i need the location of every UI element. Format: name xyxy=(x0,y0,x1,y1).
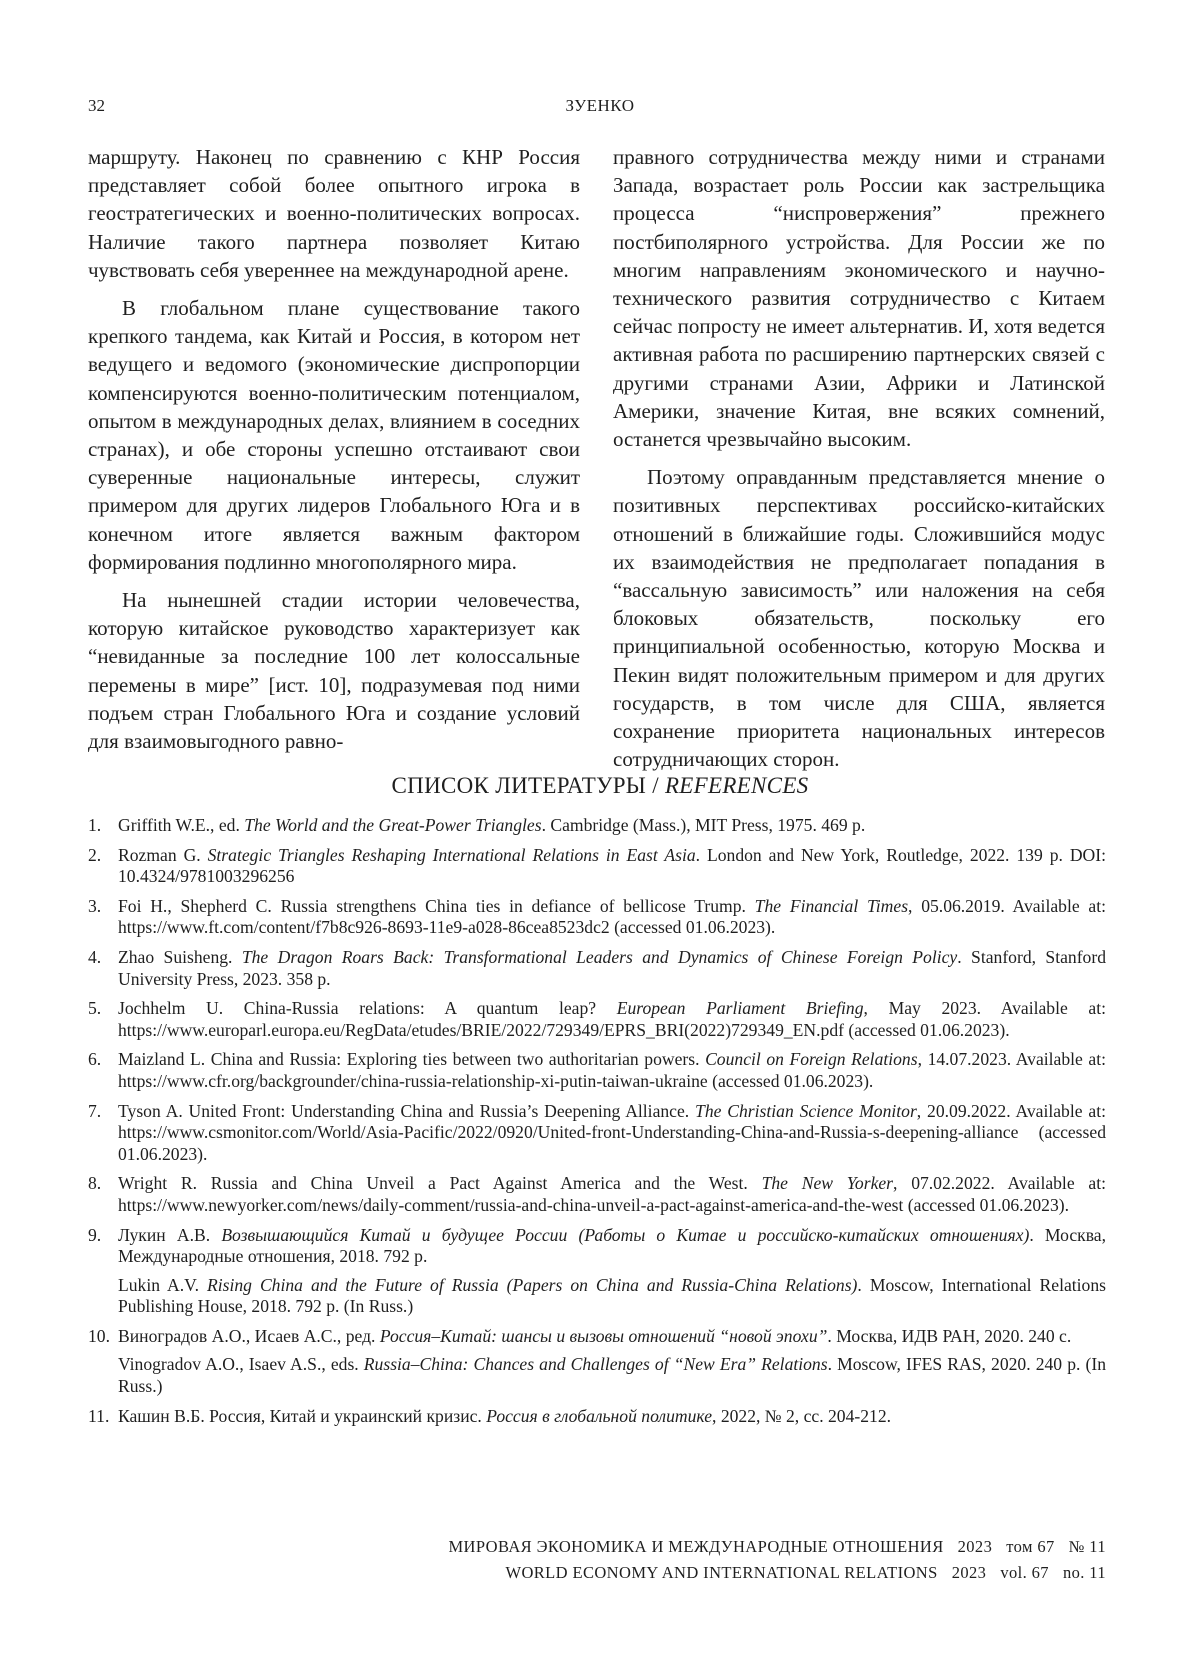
page-number: 32 xyxy=(88,96,105,115)
reference-item xyxy=(88,1101,1106,1166)
reference-text: Кашин В.Б. Россия, Китай и украинский кризис. xyxy=(118,1405,487,1426)
reference-item xyxy=(88,947,1106,990)
reference-text: , 14.07.2023. Available at: https://www.cfr.org/backgrounder/china-russia-relationship-xi-putin-taiwan-ukraine (accessed 01.06.2023). xyxy=(118,1049,1106,1091)
reference-title: The Dragon Roars Back: Transformational Leaders and Dynamics of Chinese Foreign Policy xyxy=(241,946,958,967)
journal-volume: vol. 67 xyxy=(1000,1563,1049,1582)
paragraph: На нынешней стадии истории человечества, которую китайское руководство характеризует как “невиданные за последние 100 лет колоссальные перемены в мире” [ист. 10], подразумевая под ними подъем стран Глобального Юга и создание условий для взаимовыгодного равно- xyxy=(88,588,580,754)
reference-title: The World and the Great-Power Triangles xyxy=(244,815,542,835)
journal-year: 2023 xyxy=(957,1537,993,1556)
reference-item xyxy=(88,1173,1106,1216)
paragraph: Поэтому оправданным представляется мнение о позитивных перспективах российско-китайских отношений в ближайшие годы. Сложившийся модус их взаимодействия не предполагает попадания в “вассальную зависимость” или наложения на себя блоковых обязательств, поскольку его принципиальной особенностью, которую Москва и Пекин видят положительным примером и для других государств, в том числе для США, является сохранение приоритета национальных интересов сотрудничающих сторон. xyxy=(613,465,1105,772)
journal-name: МИРОВАЯ ЭКОНОМИКА И МЕЖДУНАРОДНЫЕ ОТНОШЕНИЯ xyxy=(448,1537,944,1556)
reference-title: The Financial Times xyxy=(754,895,909,916)
reference-number: 11. xyxy=(88,1405,110,1426)
left-column xyxy=(88,143,580,765)
journal-name: WORLD ECONOMY AND INTERNATIONAL RELATIONS xyxy=(505,1563,938,1582)
reference-title: Россия–Китай: шансы и вызовы отношений “новой эпохи” xyxy=(379,1325,828,1346)
reference-title: The New Yorker xyxy=(761,1173,894,1194)
reference-text: , 2022, № 2, сс. 204-212. xyxy=(712,1405,892,1426)
reference-item xyxy=(88,845,1106,888)
reference-text: Jochhelm U. China-Russia relations: A quantum leap? xyxy=(118,998,617,1019)
journal-year: 2023 xyxy=(951,1563,987,1582)
reference-text: Wright R. Russia and China Unveil a Pact Against America and the West. xyxy=(118,1173,762,1194)
reference-text: , 20.09.2022. Available at: https://www.csmonitor.com/World/Asia-Pacific/2022/0920/United-front-Understanding-China-and-Russia-s-deepening-alliance (accessed 01.06.2023). xyxy=(118,1100,1106,1164)
reference-text: Vinogradov A.O., Isaev A.S., eds. xyxy=(118,1354,364,1375)
references-list xyxy=(88,815,1106,1435)
reference-number: 2. xyxy=(88,844,102,865)
reference-title: The Christian Science Monitor xyxy=(695,1100,917,1121)
reference-number: 8. xyxy=(88,1173,102,1194)
reference-text: Rozman G. xyxy=(118,844,208,865)
reference-text: Griffith W.E., ed. xyxy=(118,815,245,835)
reference-text: . Cambridge (Mass.), MIT Press, 1975. 469 p. xyxy=(541,815,866,835)
reference-number: 4. xyxy=(88,946,102,967)
journal-volume: том 67 xyxy=(1006,1537,1055,1556)
paragraph: маршруту. Наконец по сравнению с КНР Россия представляет собой более опытного игрока в геостратегических и военно-политических вопросах. Наличие такого партнера позволяет Китаю чувствовать себя увереннее на международной арене. xyxy=(88,145,580,282)
right-column xyxy=(613,143,1105,783)
reference-title: Council on Foreign Relations xyxy=(705,1049,918,1070)
reference-number: 7. xyxy=(88,1100,102,1121)
reference-text: , May 2023. Available at: https://www.europarl.europa.eu/RegData/etudes/BRIE/2022/729349/EPRS_BRI(2022)729349_EN.pdf (accessed 01.06.2023). xyxy=(118,998,1106,1040)
reference-text: . Москва, ИДВ РАН, 2020. 240 с. xyxy=(827,1325,1072,1346)
reference-text: Foi H., Shepherd C. Russia strengthens China ties in defiance of bellicose Trump. xyxy=(118,895,755,916)
reference-number: 9. xyxy=(88,1224,102,1245)
reference-item xyxy=(88,1326,1106,1398)
reference-text: . Москва, Международные отношения, 2018. 792 р. xyxy=(118,1224,1106,1267)
journal-footer-ru xyxy=(206,1537,1106,1557)
reference-title: Rising China and the Future of Russia (Papers on China and Russia-China Relations) xyxy=(206,1274,858,1295)
reference-item xyxy=(88,896,1106,939)
reference-title: Russia–China: Chances and Challenges of “New Era” Relations xyxy=(363,1354,828,1375)
reference-item xyxy=(88,1406,1106,1428)
reference-text: . London and New York, Routledge, 2022. 139 p. DOI: 10.4324/9781003296256 xyxy=(118,844,1106,887)
reference-number: 6. xyxy=(88,1049,102,1070)
reference-number: 1. xyxy=(88,815,102,835)
reference-text: . Moscow, International Relations Publishing House, 2018. 792 p. (In Russ.) xyxy=(118,1274,1106,1317)
reference-title: European Parliament Briefing xyxy=(616,998,864,1019)
reference-item xyxy=(88,1049,1106,1092)
reference-item xyxy=(88,998,1106,1041)
reference-text: Lukin A.V. xyxy=(118,1274,207,1295)
reference-text: Zhao Suisheng. xyxy=(118,946,242,967)
paragraph: В глобальном плане существование такого крепкого тандема, как Китай и Россия, в котором нет ведущего и ведомого (экономические диспропорции компенсируются военно-политическим потенциалом, опытом в международных делах, влиянием в соседних странах), и обе стороны успешно отстаивают свои суверенные национальные интересы, служит примером для других лидеров Глобального Юга и в конечном итоге является важным фактором формирования подлинно многополярного мира. xyxy=(88,296,580,574)
reference-text: Виноградов А.О., Исаев А.С., ред. xyxy=(118,1325,380,1346)
reference-translation xyxy=(118,1275,1106,1318)
reference-number: 10. xyxy=(88,1325,110,1346)
reference-text: , 05.06.2019. Available at: https://www.ft.com/content/f7b8c926-8693-11e9-a028-86cea8523dc2 (accessed 01.06.2023). xyxy=(118,895,1106,938)
reference-text: Maizland L. China and Russia: Exploring ties between two authoritarian powers. xyxy=(118,1049,706,1070)
reference-text: , 07.02.2022. Available at: https://www.newyorker.com/news/daily-comment/russia-and-china-unveil-a-pact-against-america-and-the-west (accessed 01.06.2023). xyxy=(118,1173,1106,1215)
reference-text: . Stanford, Stanford University Press, 2023. 358 p. xyxy=(118,946,1106,989)
reference-title: Россия в глобальной политике xyxy=(486,1405,713,1426)
reference-number: 5. xyxy=(88,998,102,1019)
paragraph: правного сотрудничества между ними и странами Запада, возрастает роль России как застрельщика процесса “ниспровержения” прежнего постбиполярного устройства. Для России же по многим направлениям экономического и научно-технического развития сотрудничество с Китаем сейчас попросту не имеет альтернатив. И, хотя ведется активная работа по расширению партнерских связей с другими странами Азии, Африки и Латинской Америки, значение Китая, вне всяких сомнений, останется чрезвычайно высоким. xyxy=(613,145,1105,452)
reference-text: Tyson A. United Front: Understanding China and Russia’s Deepening Alliance. xyxy=(118,1100,696,1121)
running-title: ЗУЕНКО xyxy=(565,96,635,115)
reference-item xyxy=(88,815,1106,837)
references-title xyxy=(0,773,1200,799)
reference-title: Возвышающийся Китай и будущее России (Работы о Китае и российско-китайских отношениях) xyxy=(221,1224,1030,1245)
reference-text: . Moscow, IFES RAS, 2020. 240 p. (In Russ.) xyxy=(118,1354,1106,1397)
reference-number: 3. xyxy=(88,895,102,916)
references-title-ru: СПИСОК ЛИТЕРАТУРЫ / xyxy=(391,773,665,798)
references-title-en: REFERENCES xyxy=(664,773,809,798)
reference-title: Strategic Triangles Reshaping International Relations in East Asia xyxy=(207,844,696,865)
journal-issue: no. 11 xyxy=(1062,1563,1106,1582)
journal-issue: № 11 xyxy=(1068,1537,1106,1556)
reference-translation xyxy=(118,1354,1106,1397)
reference-item xyxy=(88,1225,1106,1318)
journal-footer-en xyxy=(206,1563,1106,1583)
reference-text: Лукин А.В. xyxy=(118,1224,222,1245)
